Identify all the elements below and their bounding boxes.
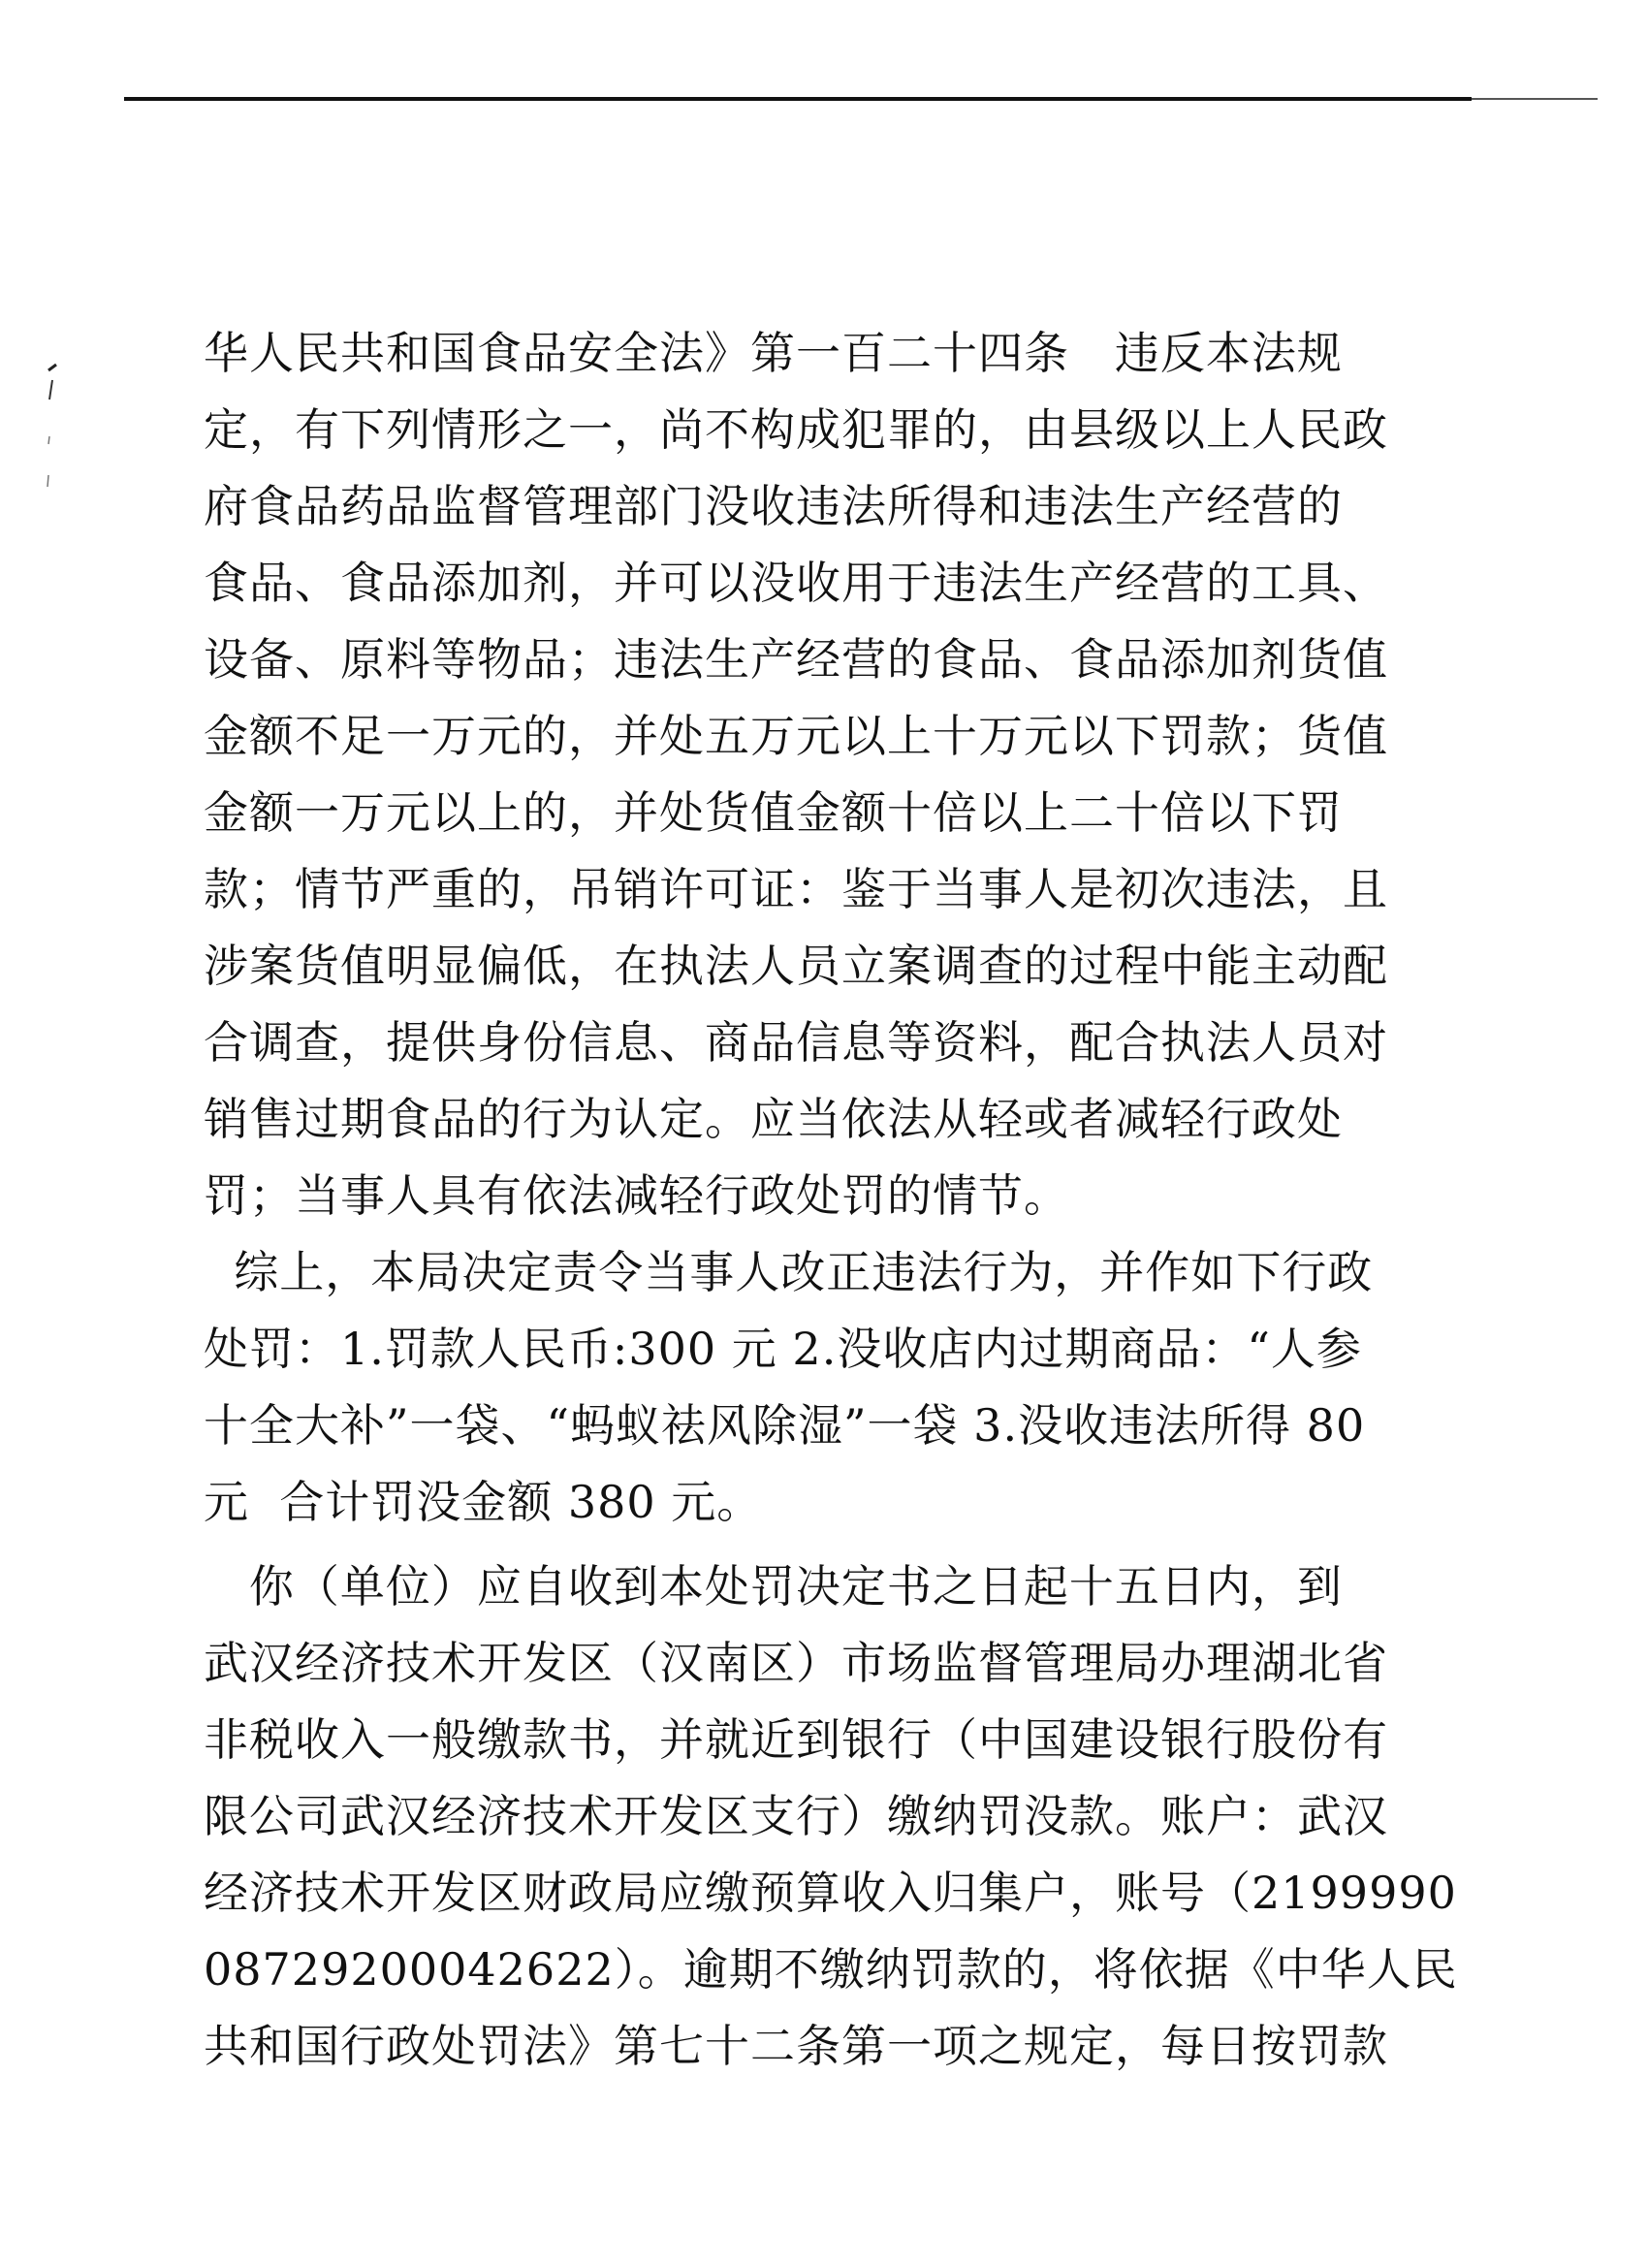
text-line: 经济技术开发区财政局应缴预算收入归集户，账号（2199990	[204, 1867, 1457, 1919]
text-line: 款；情节严重的，吊销许可证：鉴于当事人是初次违法，且	[204, 863, 1388, 915]
text-line: 食品、食品添加剂，并可以没收用于违法生产经营的工具、	[204, 557, 1388, 609]
text-line: 金额一万元以上的，并处货值金额十倍以上二十倍以下罚	[204, 786, 1343, 839]
text-line: 共和国行政处罚法》第七十二条第一项之规定，每日按罚款	[204, 2020, 1388, 2072]
text-line: 处罚：1.罚款人民币:300 元 2.没收店内过期商品：“人参	[204, 1323, 1362, 1375]
header-rule	[124, 97, 1598, 103]
text-line: 十全大补”一袋、“蚂蚁祛风除湿”一袋 3.没收违法所得 80	[204, 1399, 1366, 1452]
text-line: 设备、原料等物品；违法生产经营的食品、食品添加剂货值	[204, 633, 1388, 686]
text-line: 涉案货值明显偏低，在执法人员立案调查的过程中能主动配	[204, 940, 1388, 992]
text-line: 府食品药品监督管理部门没收违法所得和违法生产经营的	[204, 480, 1343, 532]
document-body	[204, 315, 1458, 2085]
text-line: 综上，本局决定责令当事人改正违法行为，并作如下行政	[204, 1246, 1374, 1298]
text-line: 元 合计罚没金额 380 元。	[204, 1476, 763, 1528]
text-line: 销售过期食品的行为认定。应当依法从轻或者减轻行政处	[204, 1093, 1343, 1145]
text-line: 08729200042622）。逾期不缴纳罚款的，将依据《中华人民	[204, 1943, 1458, 1996]
text-line: 限公司武汉经济技术开发区支行）缴纳罚没款。账户：武汉	[204, 1790, 1388, 1842]
scan-artifact-marks	[39, 359, 68, 514]
text-line: 罚；当事人具有依法减轻行政处罚的情节。	[204, 1169, 1069, 1222]
text-line: 非税收入一般缴款书，并就近到银行（中国建设银行股份有	[204, 1713, 1388, 1766]
text-line: 定，有下列情形之一，尚不构成犯罪的，由县级以上人民政	[204, 403, 1388, 456]
text-line: 合调查，提供身份信息、商品信息等资料，配合执法人员对	[204, 1016, 1388, 1069]
text-line: 华人民共和国食品安全法》第一百二十四条 违反本法规	[204, 327, 1343, 379]
text-line: 金额不足一万元的，并处五万元以上十万元以下罚款；货值	[204, 710, 1388, 762]
text-line: 武汉经济技术开发区（汉南区）市场监督管理局办理湖北省	[204, 1637, 1388, 1689]
text-line: 你（单位）应自收到本处罚决定书之日起十五日内，到	[204, 1560, 1343, 1613]
